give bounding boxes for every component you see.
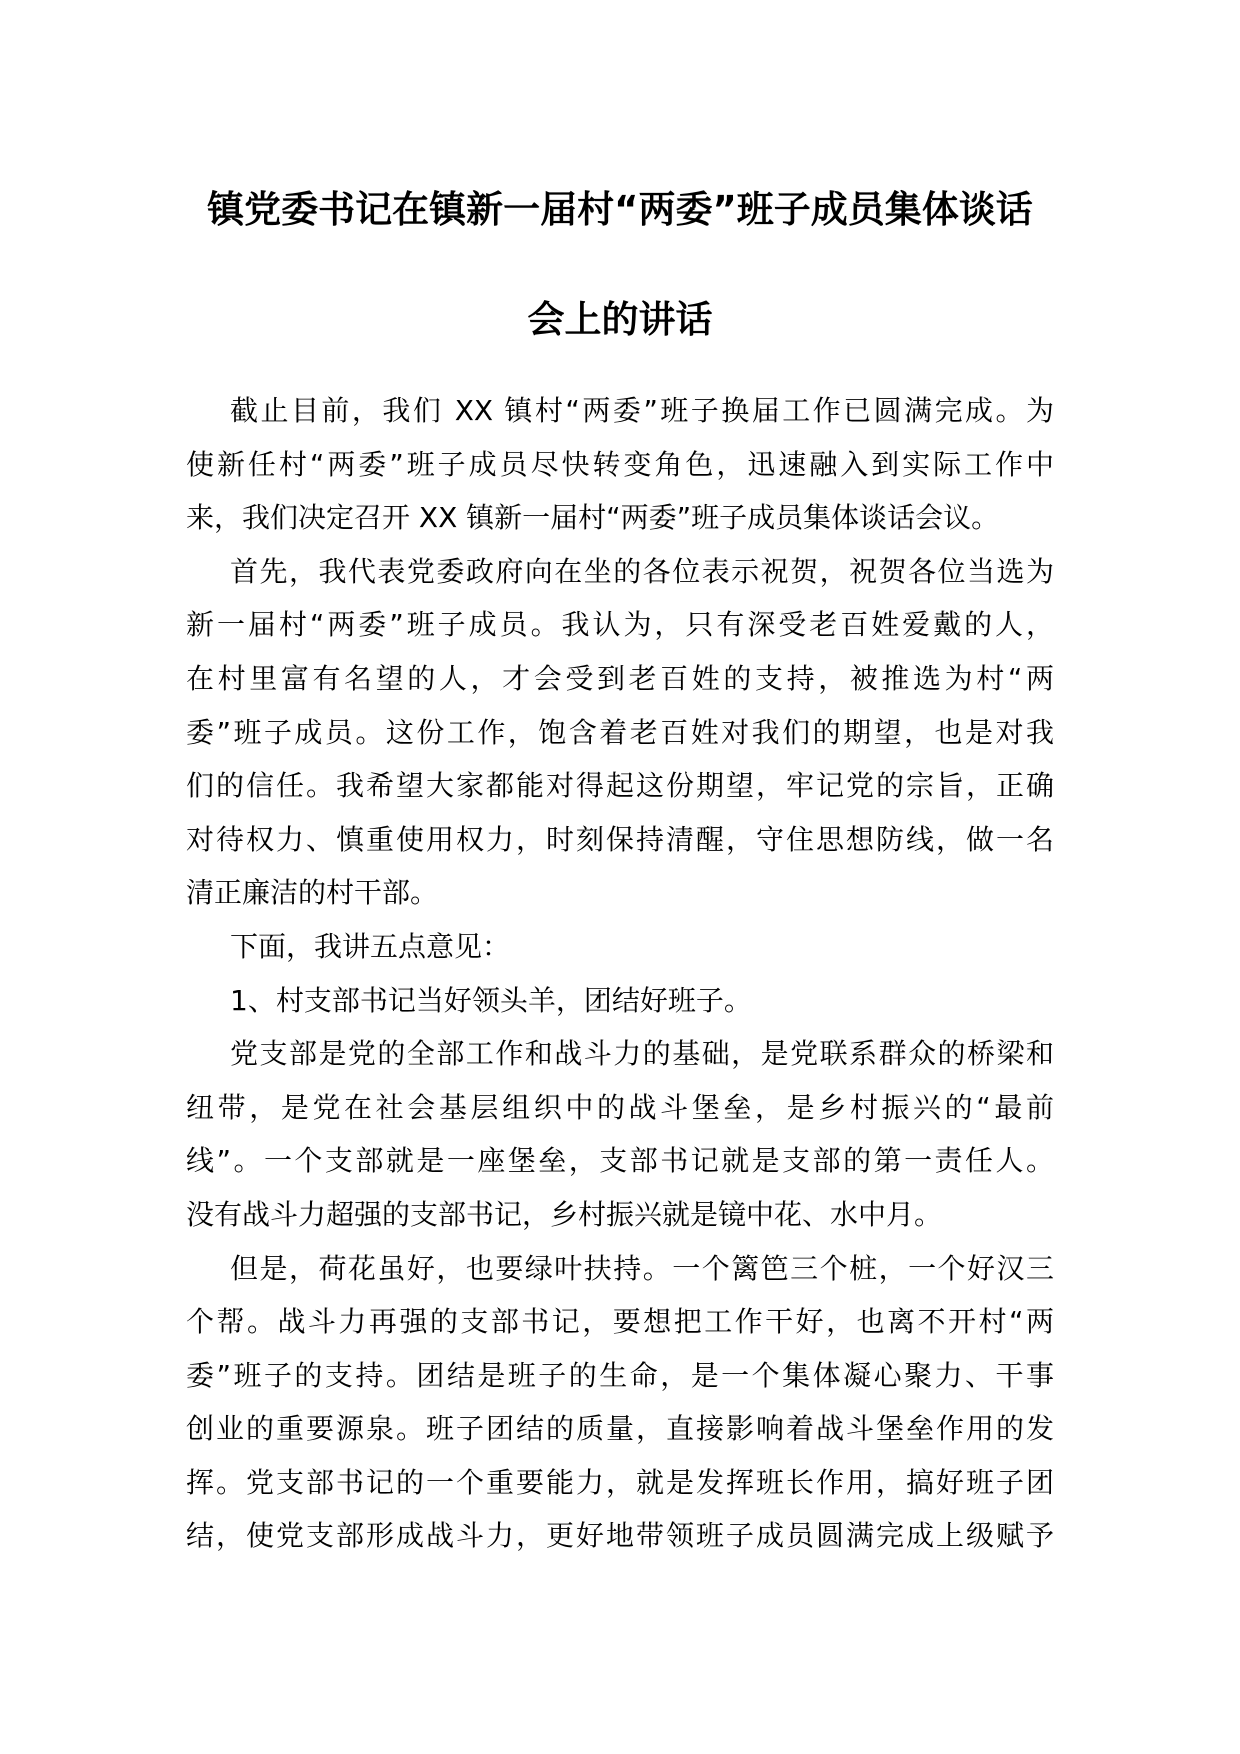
body-line: 委”班子成员。这份工作，饱含着老百姓对我们的期望，也是对我 (186, 715, 1054, 749)
body-line: 个帮。战斗力再强的支部书记，要想把工作干好，也离不开村“两 (186, 1305, 1054, 1339)
body-line: 下面，我讲五点意见： (230, 929, 511, 963)
body-line: 截止目前，我们 XX 镇村“两委”班子换届工作已圆满完成。为 (230, 394, 1054, 427)
body-line: 来，我们决定召开 XX 镇新一届村“两委”班子成员集体谈话会议。 (186, 501, 1000, 535)
body-line: 但是，荷花虽好，也要绿叶扶持。一个篱笆三个桩，一个好汉三 (230, 1251, 1054, 1285)
body-line: 挥。党支部书记的一个重要能力，就是发挥班长作用，搞好班子团 (186, 1465, 1054, 1499)
body-line: 使新任村“两委”班子成员尽快转变角色，迅速融入到实际工作中 (186, 447, 1054, 481)
body-line: 们的信任。我希望大家都能对得起这份期望，牢记党的宗旨，正确 (186, 769, 1054, 803)
document-title-line-1: 镇党委书记在镇新一届村“两委”班子成员集体谈话 (207, 188, 1033, 231)
body-line: 结，使党支部形成战斗力，更好地带领班子成员圆满完成上级赋予 (186, 1519, 1054, 1553)
body-line: 1、村支部书记当好领头羊，团结好班子。 (230, 983, 752, 1017)
body-line: 在村里富有名望的人，才会受到老百姓的支持，被推选为村“两 (186, 661, 1054, 695)
document-body (186, 384, 1054, 1563)
body-line: 新一届村“两委”班子成员。我认为，只有深受老百姓爱戴的人， (186, 608, 1054, 642)
body-line: 纽带，是党在社会基层组织中的战斗堡垒，是乡村振兴的“最前 (186, 1090, 1054, 1124)
body-line: 对待权力、慎重使用权力，时刻保持清醒，守住思想防线，做一名 (186, 822, 1054, 856)
body-line: 没有战斗力超强的支部书记，乡村振兴就是镜中花、水中月。 (186, 1197, 943, 1231)
body-line: 委”班子的支持。团结是班子的生命，是一个集体凝心聚力、干事 (186, 1358, 1054, 1392)
body-line: 清正廉洁的村干部。 (186, 876, 439, 910)
body-line: 线”。一个支部就是一座堡垒，支部书记就是支部的第一责任人。 (186, 1144, 1054, 1178)
body-line: 党支部是党的全部工作和战斗力的基础，是党联系群众的桥梁和 (230, 1037, 1054, 1071)
document-title-line-2: 会上的讲话 (527, 298, 713, 341)
body-line: 首先，我代表党委政府向在坐的各位表示祝贺，祝贺各位当选为 (230, 554, 1054, 588)
body-line: 创业的重要源泉。班子团结的质量，直接影响着战斗堡垒作用的发 (186, 1412, 1054, 1446)
